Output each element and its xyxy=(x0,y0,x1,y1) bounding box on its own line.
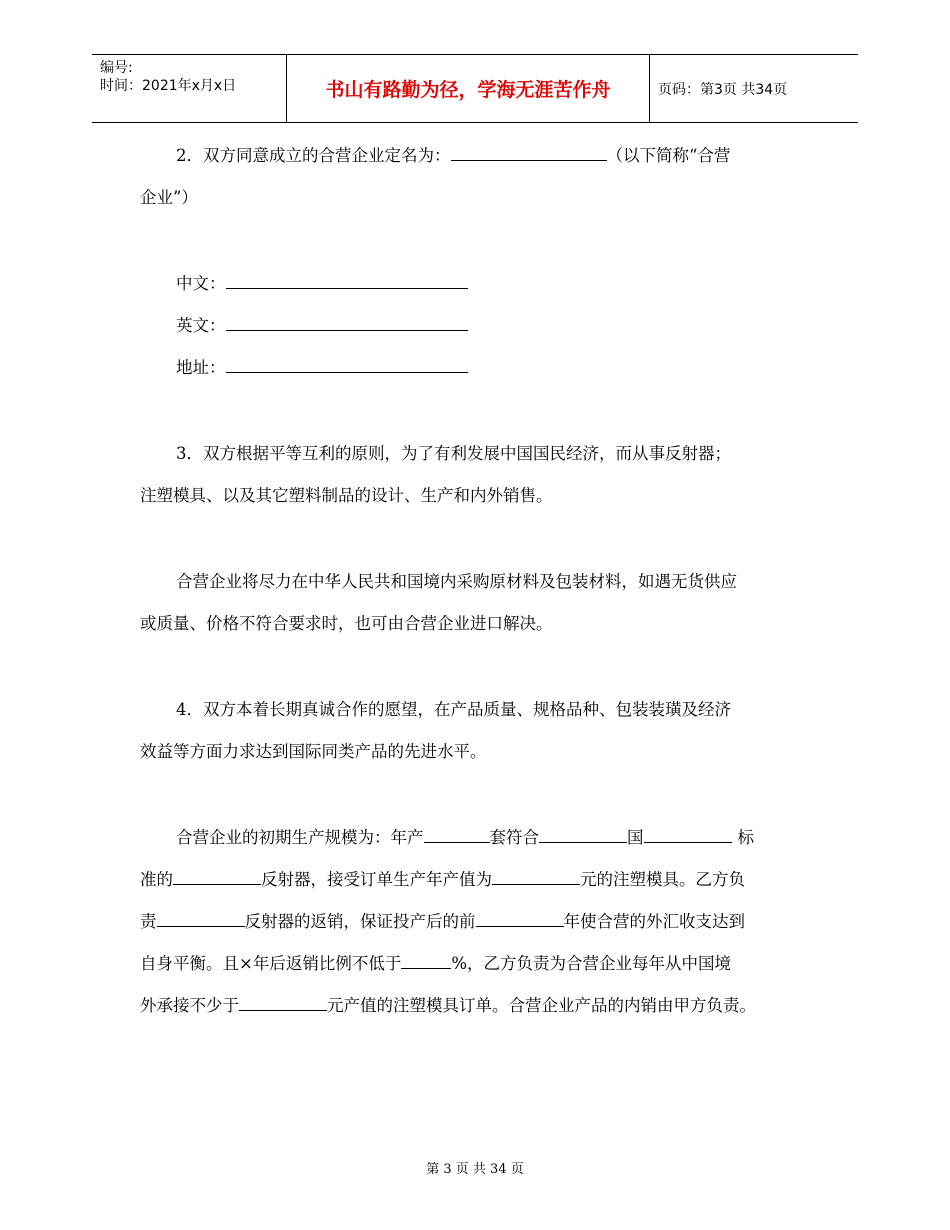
scale-text-2a: 准的 xyxy=(140,870,173,889)
scale-line-5 xyxy=(140,984,756,1028)
scale-text-1d: 标 xyxy=(737,828,754,847)
scale-text-3c: 年使合营的外汇收支达到 xyxy=(563,912,745,931)
number-label: 编号: xyxy=(100,60,133,76)
header-page-label: 页码：第3页 共34页 xyxy=(658,81,788,98)
scale-text-4b: %，乙方负责为合营企业每年从中国境 xyxy=(451,954,732,973)
para-3b-line-2: 或质量、价格不符合要求时，也可由合营企业进口解决。 xyxy=(140,614,553,633)
scale-text-2b: 反射器，接受订单生产年产值为 xyxy=(261,870,492,889)
address-blank xyxy=(226,356,468,373)
para-4-line-1: 4．双方本着长期真诚合作的愿望，在产品质量、规格品种、包装装璜及经济 xyxy=(176,700,731,719)
header-left-cell xyxy=(92,55,286,122)
para-2-line-1 xyxy=(176,134,730,178)
scale-text-5b: 元产值的注塑模具订单。合营企业产品的内销由甲方负责。 xyxy=(327,996,756,1015)
english-name-row xyxy=(176,304,468,348)
para-3-line-2: 注塑模具、以及其它塑料制品的设计、生产和内外销售。 xyxy=(140,486,553,505)
country-standard-blank-1 xyxy=(539,826,627,843)
scale-line-3 xyxy=(140,900,745,944)
reflector-blank xyxy=(173,868,261,885)
scale-text-1a: 合营企业的初期生产规模为：年产 xyxy=(176,828,424,847)
chinese-name-label: 中文： xyxy=(176,274,226,293)
scale-text-1c: 国 xyxy=(627,828,644,847)
address-row xyxy=(176,346,468,390)
annual-output-blank xyxy=(424,826,490,843)
ratio-blank xyxy=(401,952,451,969)
para-4-line-2: 效益等方面力求达到国际同类产品的先进水平。 xyxy=(140,742,487,761)
address-label: 地址： xyxy=(176,358,226,377)
scale-line-1 xyxy=(176,816,754,860)
motto: 书山有路勤为径，学海无涯苦作舟 xyxy=(286,55,650,122)
time-label: 时间：2021年x月x日 xyxy=(100,78,237,94)
scale-text-1b: 套符合 xyxy=(489,828,539,847)
scale-line-2 xyxy=(140,858,745,902)
para-2-text-b: （以下简称“合营 xyxy=(606,146,731,165)
buyback-blank xyxy=(157,910,245,927)
chinese-name-blank xyxy=(226,272,468,289)
para-3-line-1: 3．双方根据平等互利的原则，为了有利发展中国国民经济，而从事反射器； xyxy=(176,444,731,463)
english-name-blank xyxy=(226,314,468,331)
order-value-blank xyxy=(492,868,580,885)
scale-line-4 xyxy=(140,942,731,986)
chinese-name-row xyxy=(176,262,468,306)
header-table xyxy=(92,54,858,123)
country-standard-blank-2 xyxy=(644,826,732,843)
scale-text-4a: 自身平衡。且×年后返销比例不低于 xyxy=(140,954,402,973)
scale-text-2c: 元的注塑模具。乙方负 xyxy=(580,870,745,889)
para-2-text-a: 2．双方同意成立的合营企业定名为： xyxy=(176,146,451,165)
scale-text-3b: 反射器的返销，保证投产后的前 xyxy=(244,912,476,931)
scale-text-3a: 责 xyxy=(140,912,157,931)
min-order-blank xyxy=(239,994,327,1011)
years-blank xyxy=(476,910,564,927)
para-2-line-2: 企业”） xyxy=(140,188,198,207)
scale-text-5a: 外承接不少于 xyxy=(140,996,239,1015)
enterprise-name-blank xyxy=(451,144,607,161)
para-3b-line-1: 合营企业将尽力在中华人民共和国境内采购原材料及包装材料，如遇无货供应 xyxy=(176,572,737,591)
english-name-label: 英文： xyxy=(176,316,226,335)
page-footer: 第 3 页 共 34 页 xyxy=(426,1162,524,1177)
